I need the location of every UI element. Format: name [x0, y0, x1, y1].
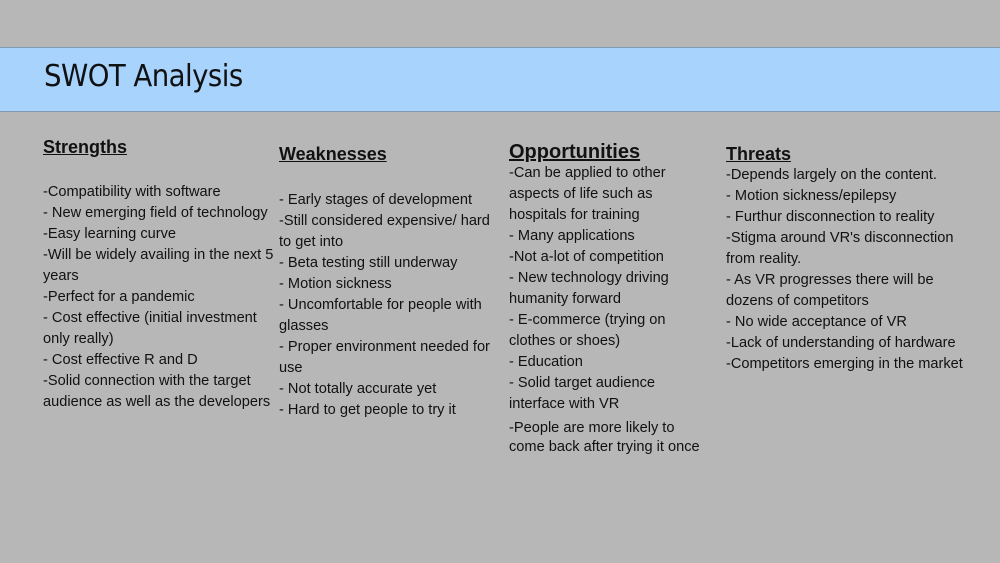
list-item: - New technology driving humanity forward	[509, 270, 669, 307]
list-item: -Competitors emerging in the market	[726, 356, 963, 372]
list-item: -Stigma around VR's disconnection from reality.	[726, 230, 954, 267]
list-item: -Still considered expensive/ hard to get into	[279, 213, 490, 250]
list-item: - Cost effective R and D	[43, 352, 198, 368]
list-item: - Motion sickness	[279, 276, 392, 292]
list-item: - Many applications	[509, 228, 635, 244]
list-item: - No wide acceptance of VR	[726, 314, 907, 330]
threats-column	[726, 143, 966, 375]
list-item: -Not a-lot of competition	[509, 249, 664, 265]
slide-title: SWOT Analysis	[44, 59, 243, 94]
list-item: - Hard to get people to try it	[279, 402, 456, 418]
threats-heading: Threats	[726, 144, 792, 164]
list-item: - Beta testing still underway	[279, 255, 458, 271]
list-item: - New emerging field of technology	[43, 205, 268, 221]
weaknesses-heading: Weaknesses	[279, 144, 387, 164]
title-band	[0, 47, 1000, 112]
list-item: -Easy learning curve	[43, 226, 177, 242]
list-item: - E-commerce (trying on clothes or shoes)	[509, 312, 666, 349]
threats-list	[726, 165, 966, 375]
list-item: - Solid target audience interface with VR	[509, 375, 656, 412]
opportunities-list	[509, 163, 709, 457]
opportunities-column	[509, 141, 709, 457]
list-item: - Furthur disconnection to reality	[726, 209, 935, 225]
list-item: -Solid connection with the target audience as well as the developers	[43, 373, 271, 410]
list-item: - As VR progresses there will be dozens of competitors	[726, 272, 934, 309]
weaknesses-column	[279, 143, 505, 421]
list-item: - Education	[509, 354, 583, 370]
list-item: -Perfect for a pandemic	[43, 289, 195, 305]
list-item: -Will be widely availing in the next 5 years	[43, 247, 274, 284]
list-item: - Motion sickness/epilepsy	[726, 188, 897, 204]
list-item: - Cost effective (initial investment only really)	[43, 310, 257, 347]
list-item: - Not totally accurate yet	[279, 381, 437, 397]
list-item: - Early stages of development	[279, 192, 473, 208]
strengths-heading: Strengths	[43, 137, 128, 157]
opportunities-heading: Opportunities	[509, 141, 641, 163]
strengths-list	[43, 182, 276, 413]
list-item: -Lack of understanding of hardware	[726, 335, 956, 351]
list-item: - Uncomfortable for people with glasses	[279, 297, 482, 334]
list-item: -People are more likely to come back after trying it once	[509, 420, 700, 455]
list-item: -Compatibility with software	[43, 184, 221, 200]
list-item: -Depends largely on the content.	[726, 167, 937, 183]
list-item: -Can be applied to other aspects of life such as hospitals for training	[509, 165, 666, 223]
weaknesses-list	[279, 190, 505, 421]
list-item: - Proper environment needed for use	[279, 339, 490, 376]
strengths-column	[43, 136, 276, 413]
